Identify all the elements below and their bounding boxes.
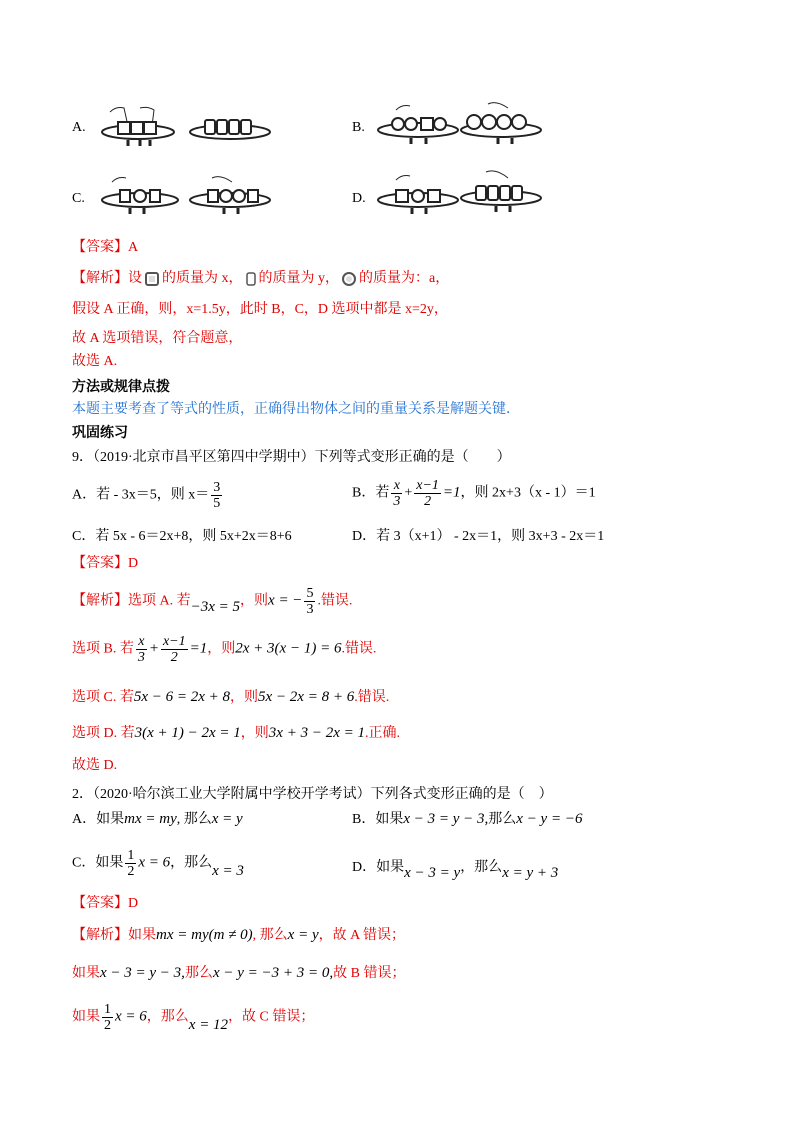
numerator: 1: [127, 848, 135, 863]
fraction: [304, 586, 315, 617]
analysis-text: 那么: [184, 966, 213, 981]
denominator: 3: [137, 650, 145, 665]
denominator: 2: [104, 1018, 111, 1033]
q2-option-a: [72, 808, 243, 828]
fraction: [136, 634, 147, 665]
q2-option-d: [352, 856, 559, 881]
option-b-label: B.: [352, 120, 365, 135]
q9-option-d: D．若 3（x+1） - 2x＝1，则 3x+3 - 2x＝1: [352, 529, 605, 544]
analysis-text: 如果: [72, 966, 100, 981]
analysis-tag: 【解析】: [72, 928, 128, 943]
q9-option-c: C．若 5x - 6＝2x+8，则 5x+2x＝8+6: [72, 529, 292, 544]
analysis-tag: 【解析】: [72, 271, 128, 286]
numerator: x: [391, 478, 402, 494]
equation: x = y: [211, 811, 243, 827]
equation: mx = my(m ≠ 0): [156, 927, 253, 943]
equation: x − y = −3 + 3 = 0,: [212, 965, 334, 981]
analysis-text: ，故 C 错误；: [228, 1009, 315, 1025]
analysis-text: 故 B 错误；: [333, 966, 406, 981]
analysis-text: 的质量为 y，: [258, 271, 339, 286]
q9-analysis-c: [72, 686, 389, 706]
q2-answer: [72, 892, 138, 912]
q9-stem: 9．（2019·北京市昌平区第四中学期中）下列等式变形正确的是（ ）: [72, 450, 511, 465]
numerator: x−1: [416, 478, 439, 493]
equation: 5x − 6 = 2x + 8: [133, 689, 231, 705]
equation: x − 3 = y − 3,: [100, 965, 185, 981]
denominator: 5: [213, 496, 221, 511]
analysis-text: 的质量为 x，: [162, 271, 243, 286]
option-text: 那么: [488, 812, 517, 827]
q9-answer: [72, 552, 138, 572]
q2-option-b: [352, 808, 582, 828]
equation: mx = my: [124, 811, 177, 827]
option-d-label: D.: [352, 191, 366, 206]
analysis-text: ，故 A 错误；: [318, 928, 405, 943]
equation: −3x = 5: [190, 598, 241, 615]
analysis-text: ，则: [207, 641, 236, 657]
cylinder-icon: [245, 271, 257, 287]
balance-image-c: [100, 168, 275, 220]
equation: x = y: [287, 927, 319, 943]
equation: x = −: [268, 592, 303, 609]
analysis-text: ，那么: [146, 1009, 189, 1025]
fraction: [414, 478, 441, 509]
equation: x = 3: [212, 862, 244, 879]
q8-analysis-line-4: 故选 A.: [72, 354, 118, 369]
analysis-text: ，则: [240, 726, 269, 741]
analysis-text: 选项 B. 若: [72, 641, 134, 657]
cube-icon: [144, 271, 160, 287]
answer-tag: 【答案】: [72, 896, 128, 911]
option-text: , 那么: [176, 812, 212, 827]
analysis-text: 如果: [128, 928, 156, 943]
analysis-text: .错误.: [341, 641, 377, 657]
q2-option-c: [72, 848, 244, 879]
option-text: ，则 2x+3（x - 1）＝1: [460, 485, 596, 501]
analysis-text: 如果: [72, 1009, 100, 1025]
numerator: 5: [306, 586, 314, 601]
denominator: 2: [424, 494, 432, 509]
analysis-text: 选项 D. 若: [72, 726, 135, 741]
q9-analysis-b: 选项 B. 若 $\frac{x}{3}$ + $\frac{x-1}{2}$ =1，则2x + 3(x − 1) = 6.错误.: [72, 634, 377, 665]
q2-analysis-3: [72, 1002, 314, 1033]
analysis-text: 设: [128, 271, 142, 286]
practice-heading: 巩固练习: [72, 426, 128, 441]
balance-image-b: [376, 98, 546, 150]
fraction: [102, 1002, 113, 1033]
balance-image-a: [100, 100, 275, 152]
option-text: B．若: [352, 485, 390, 501]
q9-analysis-a: [72, 586, 352, 617]
equation: 2x + 3(x − 1) = 6: [235, 640, 342, 657]
equation: 3x + 3 − 2x = 1: [268, 725, 365, 741]
answer-tag: 【答案】: [72, 240, 128, 255]
analysis-tag: 【解析】: [72, 593, 128, 609]
equation: 5x − 2x = 8 + 6: [258, 689, 355, 705]
equation: x − 3 = y: [404, 865, 461, 881]
numerator: 3: [213, 480, 221, 495]
option-text: A．若 - 3x＝5，则 x＝: [72, 487, 210, 503]
denominator: 2: [170, 650, 178, 665]
option-text: D．如果: [352, 860, 405, 875]
q8-answer: [72, 236, 138, 256]
q9-conclude: 故选 D.: [72, 758, 118, 773]
q8-analysis-line-2: 假设 A 正确，则，x=1.5y，此时 B，C，D 选项中都是 x=2y，: [72, 302, 448, 317]
answer-value: D: [128, 896, 139, 911]
numerator: 1: [104, 1002, 111, 1017]
q2-analysis-2: [72, 962, 405, 982]
sphere-icon: [341, 271, 357, 287]
equation: 3(x + 1) − 2x = 1: [134, 725, 241, 741]
option-a-label: A.: [72, 120, 86, 135]
fraction: [211, 480, 222, 511]
answer-tag: 【答案】: [72, 556, 128, 571]
analysis-text: 选项 A. 若: [128, 593, 191, 609]
equation: x = 6: [138, 854, 171, 871]
equation: x − 3 = y − 3,: [403, 811, 489, 827]
analysis-text: , 那么: [252, 928, 288, 943]
q9-analysis-d: [72, 722, 400, 742]
denominator: 2: [127, 864, 135, 879]
method-text: 本题主要考查了等式的性质，正确得出物体之间的重量关系是解题关键．: [72, 402, 520, 417]
analysis-text: .错误.: [354, 690, 390, 705]
q9-option-a: [72, 480, 224, 511]
option-text: B．如果: [352, 812, 404, 827]
fraction: [125, 848, 136, 879]
balance-image-d: [376, 166, 546, 218]
fraction: [161, 634, 188, 665]
analysis-text: .错误.: [317, 593, 353, 609]
answer-value: D: [128, 556, 139, 571]
option-text: ，那么: [460, 860, 503, 875]
q8-analysis-line-3: 故 A 选项错误，符合题意，: [72, 331, 243, 346]
analysis-text: ，则: [240, 593, 269, 609]
q8-analysis-line-1: [72, 267, 449, 287]
denominator: 3: [393, 494, 401, 509]
analysis-text: .正确.: [364, 726, 400, 741]
q2-stem: 2．（2020·哈尔滨工业大学附属中学校开学考试）下列各式变形正确的是（ ）: [72, 787, 553, 802]
equation: =1: [189, 640, 208, 657]
fraction: [391, 478, 402, 509]
analysis-text: 选项 C. 若: [72, 690, 134, 705]
equation: x = 12: [188, 1016, 229, 1033]
q9-option-b: B．若 $\frac{x}{3}$ + $\frac{x-1}{2}$ =1，则 2x+3（x - 1）＝1: [352, 478, 596, 509]
equation: x = 6: [115, 1008, 147, 1025]
numerator: x−1: [162, 634, 186, 649]
numerator: x: [136, 634, 147, 650]
answer-value: A: [128, 240, 139, 255]
option-text: A．如果: [72, 812, 125, 827]
option-text: C．如果: [72, 855, 124, 871]
method-heading: 方法或规律点拨: [72, 380, 170, 395]
q2-analysis-1: [72, 924, 405, 944]
analysis-text: 的质量为：a，: [359, 271, 450, 286]
equation: x = y + 3: [502, 865, 559, 881]
equation: x − y = −6: [516, 811, 583, 827]
denominator: 3: [306, 602, 314, 617]
option-text: ，那么: [170, 855, 213, 871]
analysis-text: ，则: [230, 690, 259, 705]
option-c-label: C.: [72, 191, 85, 206]
